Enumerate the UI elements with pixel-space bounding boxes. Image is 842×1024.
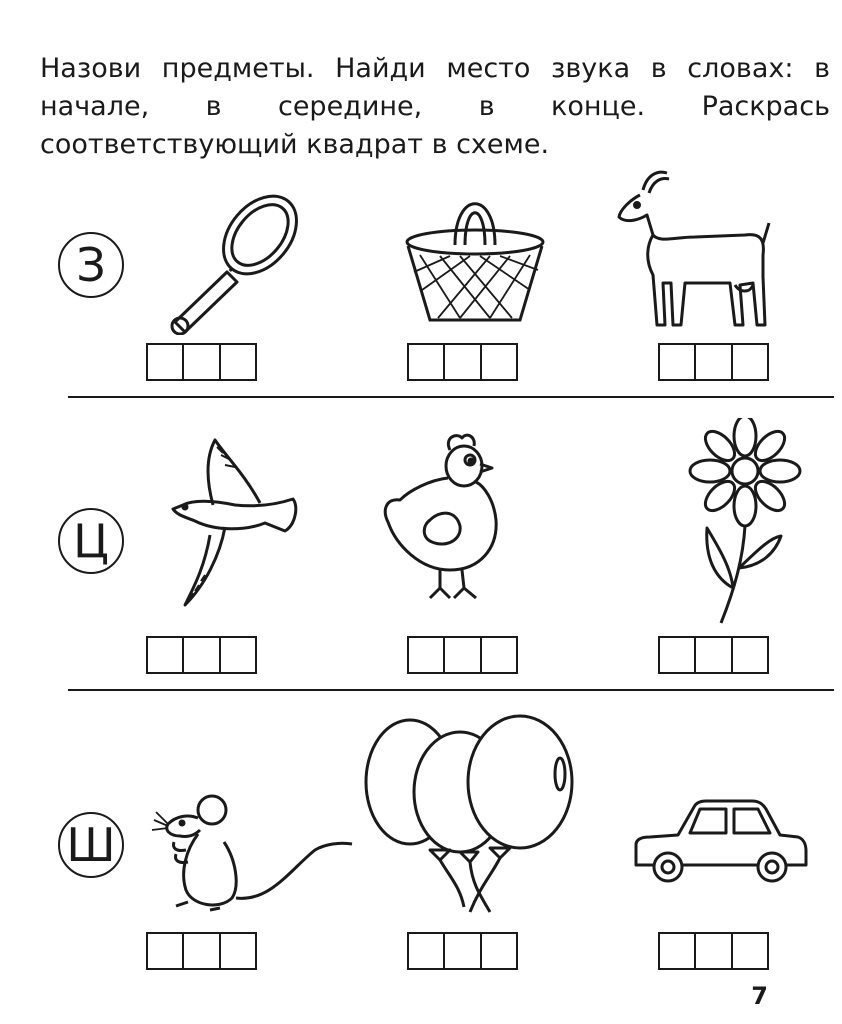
scheme-cell-start[interactable] (660, 934, 696, 968)
scheme-cell-end[interactable] (482, 934, 516, 968)
chick-icon (380, 430, 520, 605)
sound-scheme[interactable] (407, 932, 518, 970)
scheme-cell-end[interactable] (221, 638, 255, 672)
scheme-cell-middle[interactable] (696, 638, 732, 672)
scheme-cell-end[interactable] (221, 934, 255, 968)
car-icon (630, 795, 810, 890)
mouse-icon (140, 790, 355, 915)
scheme-cell-start[interactable] (660, 638, 696, 672)
sound-scheme[interactable] (658, 343, 769, 381)
sound-scheme[interactable] (407, 343, 518, 381)
bird-icon (165, 435, 305, 610)
scheme-cell-start[interactable] (148, 638, 184, 672)
goat-icon (615, 165, 775, 335)
scheme-cell-end[interactable] (221, 345, 255, 379)
scheme-cell-middle[interactable] (445, 638, 481, 672)
scheme-cell-middle[interactable] (696, 345, 732, 379)
sound-scheme[interactable] (146, 932, 257, 970)
scheme-cell-middle[interactable] (184, 345, 220, 379)
scheme-cell-start[interactable] (409, 934, 445, 968)
sound-scheme[interactable] (407, 636, 518, 674)
basket-icon (400, 180, 550, 330)
letter-circle-z: З (58, 232, 124, 298)
scheme-cell-middle[interactable] (184, 934, 220, 968)
page-number: 7 (751, 982, 768, 1010)
scheme-cell-end[interactable] (482, 638, 516, 672)
letter-circle-sh: Ш (58, 812, 124, 878)
scheme-cell-middle[interactable] (696, 934, 732, 968)
scheme-cell-start[interactable] (409, 638, 445, 672)
scheme-cell-middle[interactable] (445, 345, 481, 379)
sound-scheme[interactable] (146, 636, 257, 674)
scheme-cell-start[interactable] (148, 934, 184, 968)
sound-scheme[interactable] (146, 343, 257, 381)
scheme-cell-middle[interactable] (184, 638, 220, 672)
sound-scheme[interactable] (658, 932, 769, 970)
scheme-cell-middle[interactable] (445, 934, 481, 968)
scheme-cell-end[interactable] (733, 934, 767, 968)
row-divider (68, 689, 834, 691)
hand-mirror-icon (165, 180, 320, 335)
scheme-cell-end[interactable] (482, 345, 516, 379)
scheme-cell-end[interactable] (733, 345, 767, 379)
row-divider (68, 396, 834, 398)
sound-scheme[interactable] (658, 636, 769, 674)
scheme-cell-start[interactable] (148, 345, 184, 379)
flower-icon (685, 418, 805, 628)
scheme-cell-end[interactable] (733, 638, 767, 672)
letter-circle-ts: Ц (58, 508, 124, 574)
balloons-icon (360, 712, 580, 922)
scheme-cell-start[interactable] (660, 345, 696, 379)
scheme-cell-start[interactable] (409, 345, 445, 379)
task-instruction: Назови предметы. Найди место звука в словах: в начале, в середине, в конце. Раскрась соответствующий квадрат в схеме. (40, 53, 830, 160)
